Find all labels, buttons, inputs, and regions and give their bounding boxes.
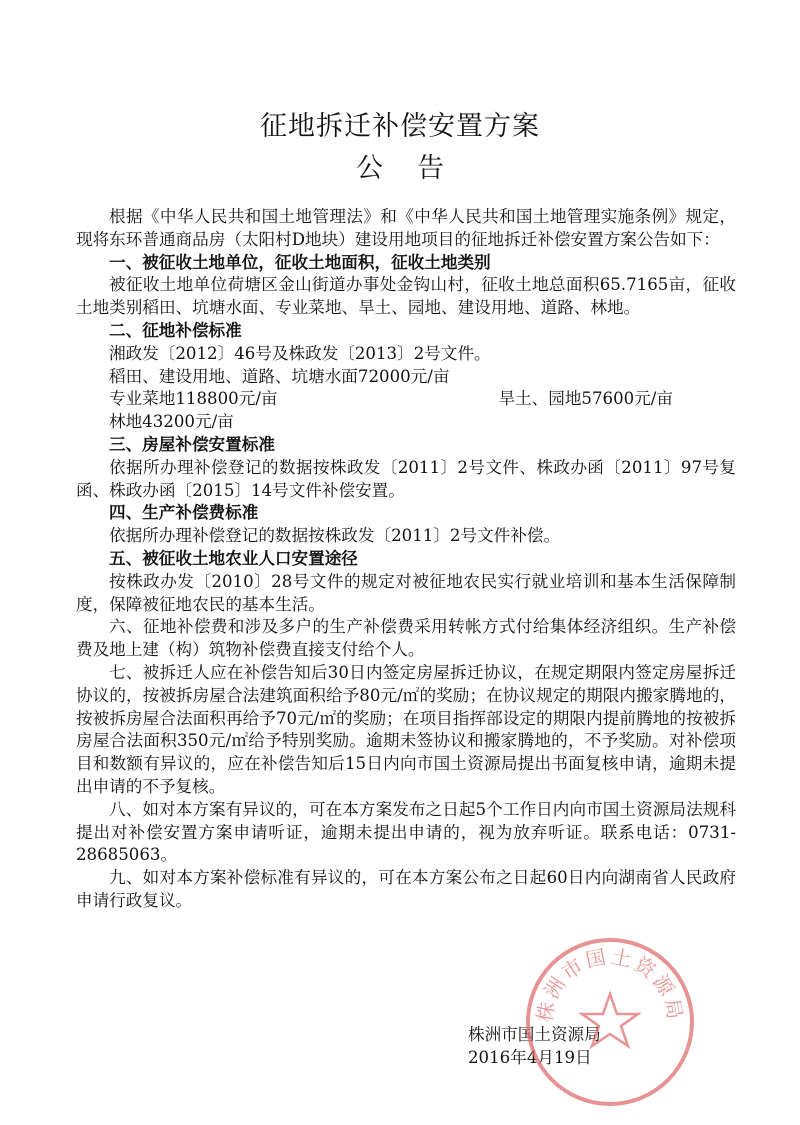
section-4-text: 依据所办理补偿登记的数据按株政发〔2011〕2号文件补偿。 <box>109 526 561 546</box>
section-4-heading: 四、生产补偿费标准 <box>109 503 259 523</box>
section-5-heading: 五、被征收土地农业人口安置途径 <box>109 548 358 568</box>
document-body <box>76 206 736 913</box>
seal-star-icon <box>582 994 638 1046</box>
signature-organization: 株洲市国土资源局 <box>468 1025 601 1044</box>
document-subtitle: 公告 <box>356 153 478 184</box>
section-2-line-3a: 专业菜地118800元/亩 <box>109 389 278 409</box>
section-7-text: 七、被拆迁人应在补偿告知后30日内签定房屋拆迁协议，在规定期限内签定房屋拆迁协议的，按被拆房屋合法建筑面积给予80元/㎡的奖励；在协议规定的期限内搬家腾地的，按被拆房屋合法面积再给予70元/㎡的奖励；在项目指挥部设定的期限内提前腾地的按被拆房屋合法面积350元/㎡给予特别奖励。逾期未签协议和搬家腾地的，不予奖励。对补偿项目和数额有异议的，应在补偿告知后15日内向市国土资源局提出书面复核申请，逾期未提出申请的不予复核。 <box>76 662 736 796</box>
section-1-text: 被征收土地单位荷塘区金山街道办事处金钩山村，征收土地总面积65.7165亩，征收土地类别稻田、坑塘水面、专业菜地、旱土、园地、建设用地、道路、林地。 <box>76 275 736 318</box>
section-8-text: 八、如对本方案有异议的，可在本方案发布之日起5个工作日内向市国土资源局法规科提出对补偿安置方案申请听证，逾期未提出申请的，视为放弃听证。联系电话：0731-28685063。 <box>76 799 736 865</box>
section-6-text: 六、征地补偿费和涉及多户的生产补偿费采用转帐方式付给集体经济组织。生产补偿费及地上建（构）筑物补偿费直接支付给个人。 <box>76 617 736 660</box>
section-2-line-1: 湘政发〔2012〕46号及株政发〔2013〕2号文件。 <box>109 343 491 363</box>
section-2-line-3b: 旱土、园地57600元/亩 <box>498 389 673 409</box>
section-9-text: 九、如对本方案补偿标准有异议的，可在本方案公布之日起60日内向湖南省人民政府申请行政复议。 <box>76 868 736 910</box>
section-2-line-4: 林地43200元/亩 <box>109 412 234 432</box>
section-5-text: 按株政办发〔2010〕28号文件的规定对被征地农民实行就业培训和基本生活保障制度，保障被征地农民的基本生活。 <box>76 571 736 614</box>
section-3-text: 依据所办理补偿登记的数据按株政发〔2011〕2号文件、株政办函〔2011〕97号复函、株政办函〔2015〕14号文件补偿安置。 <box>76 457 736 500</box>
intro-paragraph: 根据《中华人民共和国土地管理法》和《中华人民共和国土地管理实施条例》规定，现将东环普通商品房（太阳村D地块）建设用地项目的征地拆迁补偿安置方案公告如下： <box>76 207 736 249</box>
signature-date: 2016年4月19日 <box>468 1048 592 1067</box>
section-2-heading: 二、征地补偿标准 <box>109 320 242 340</box>
official-seal <box>520 932 700 1112</box>
section-1-heading: 一、被征收土地单位，征收土地面积，征收土地类别 <box>109 252 491 272</box>
section-2-line-3 <box>76 388 736 411</box>
seal-text: 株洲市国土资源局 <box>532 944 688 1024</box>
section-2-line-2: 稻田、建设用地、道路、坑塘水面72000元/亩 <box>109 366 450 386</box>
document-title: 征地拆迁补偿安置方案 <box>260 111 540 142</box>
section-3-heading: 三、房屋补偿安置标准 <box>109 434 275 454</box>
